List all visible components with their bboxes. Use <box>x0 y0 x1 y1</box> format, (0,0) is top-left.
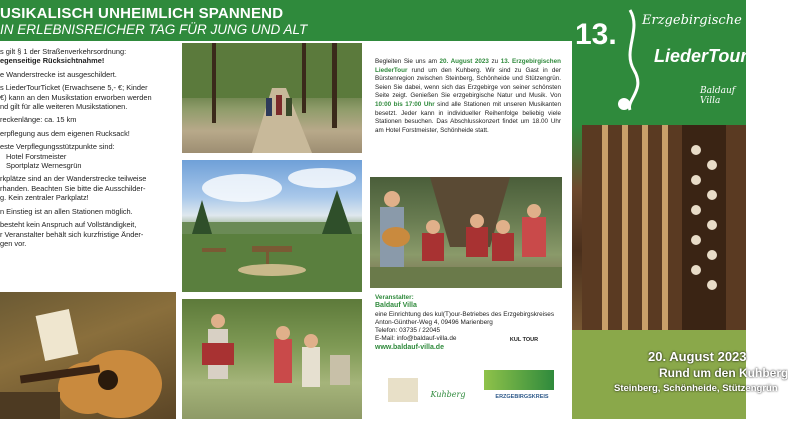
organizer-label: Veranstalter: <box>375 294 414 301</box>
desc-text: rund um den Kuhberg. Wir sind zu Gast in der Bürstenregion zwischen Steinberg, Schönheide und Stützengrün. Seien Sie dabei, wenn sich das Erzgebirge von seiner schönsten Seite zeigt. Genießen Sie erzgebirgische Natur und Musik. Von <box>375 66 561 100</box>
organizer-name: Baldauf Villa <box>375 302 417 310</box>
desc-text: sind alle Stationen mit unseren Musikanten besetzt. Jeder kann in individueller Reihenfolge beliebig viele Stationen besuchen. Das Abschlusskonzert findet um 18.00 Uhr am Hotel Forstmeister, Schönheide statt. <box>375 100 562 134</box>
event-date: 20. August 2023 <box>439 58 489 65</box>
ticket-line-3: nd gilt für alle weiteren Musikstationen. <box>0 102 128 112</box>
organizer-email[interactable]: E-Mail: info@baldauf-villa.de <box>375 335 457 343</box>
organizer-line: eine Einrichtung des kul(T)our-Betriebes des Erzgebirgskreises <box>375 310 555 318</box>
entry-note: n Einstieg ist an allen Stationen möglich. <box>0 206 133 216</box>
region-logo <box>484 370 554 390</box>
villa-text: Villa <box>700 96 721 106</box>
guitar-photo <box>0 292 176 419</box>
kuhberg-logo: Kuhberg <box>430 390 466 399</box>
desc-text: zu <box>488 58 501 65</box>
rule-emphasis: egenseitige Rücksichtnahme! <box>0 56 105 66</box>
band-photo <box>370 177 562 288</box>
erzgebirgskreis-logo: ERZGEBIRGSKREIS <box>495 394 549 400</box>
header-title: USIKALISCH UNHEIMLICH SPANNEND <box>0 5 284 22</box>
route-length: reckenlänge: ca. 15 km <box>0 115 77 125</box>
food-note: erpflegung aus dem eigenen Rucksack! <box>0 128 130 138</box>
baldauf-text: Baldauf <box>700 86 736 96</box>
organizer-block <box>375 294 561 352</box>
seal-logo <box>388 378 418 402</box>
organizer-address: Anton-Günther-Weg 4, 09496 Marienberg <box>375 318 493 326</box>
disclaimer <box>0 220 178 248</box>
desc-text: Begleiten Sie uns am <box>375 58 440 65</box>
disclaimer-line-3: gen vor. <box>0 238 27 248</box>
parking-line-3: g. Kein zentraler Parkplatz! <box>0 193 89 203</box>
rule-paragraph <box>0 47 178 66</box>
guitar-illustration <box>0 292 176 419</box>
parking-line-2: rhanden. Beachten Sie bitte die Ausschilder- <box>0 183 146 193</box>
ticket-info <box>0 83 178 111</box>
landscape-photo <box>182 160 362 292</box>
ticket-line-2: €) kann an den Musikstation erworben werden <box>0 92 152 102</box>
cover-title: LiederTour <box>654 46 748 66</box>
organizer-phone: Telefon: 03735 / 22045 <box>375 327 441 335</box>
cover-date: 20. August 2023 <box>648 349 747 364</box>
parking-line-1: rkplätze sind an der Wanderstrecke teilweise <box>0 174 147 184</box>
food-station-item: Hotel Forstmeister <box>6 151 67 161</box>
header-subtitle: IN ERLEBNISREICHER TAG FÜR JUNG UND ALT <box>0 22 308 37</box>
food-station-item: Sportplatz Wernesgrün <box>6 161 82 171</box>
cover-places: Steinberg, Schönheide, Stützengrün <box>614 383 778 394</box>
rule-line: s gilt § 1 der Straßenverkehrsordnung: <box>0 47 127 56</box>
food-stations <box>0 142 178 170</box>
event-description <box>375 58 561 135</box>
cover-panel <box>572 0 788 419</box>
kultour-logo: KUL TOUR <box>509 337 539 343</box>
cover-route: Rund um den Kuhberg <box>659 366 788 380</box>
disclaimer-line-2: r Veranstalter behält sich kurzfristige Änder- <box>0 229 144 239</box>
event-time: 10:00 bis 17:00 Uhr <box>375 100 435 108</box>
food-stations-heading: este Verpflegungsstützpunkte sind: <box>0 142 115 152</box>
cover-subtitle: Erzgebirgische <box>642 13 742 28</box>
disclaimer-line-1: besteht kein Anspruch auf Vollständigkeit, <box>0 220 137 230</box>
cover-edition-number: 13. <box>575 18 617 51</box>
organizer-website-link[interactable]: www.baldauf-villa.de <box>375 343 444 351</box>
event-name: 13. Erzgebirgischen LiederTour <box>375 58 561 74</box>
parking-note <box>0 174 178 202</box>
ticket-line-1: s LiederTourTicket (Erwachsene 5,- €; Kinder <box>0 83 148 93</box>
musicians-photo <box>182 299 362 419</box>
hiking-path-photo <box>182 43 362 153</box>
header-band <box>0 0 572 41</box>
info-column <box>0 47 178 252</box>
signage-note: e Wanderstrecke ist ausgeschildert. <box>0 69 117 79</box>
baldauf-villa-logo <box>700 86 735 106</box>
